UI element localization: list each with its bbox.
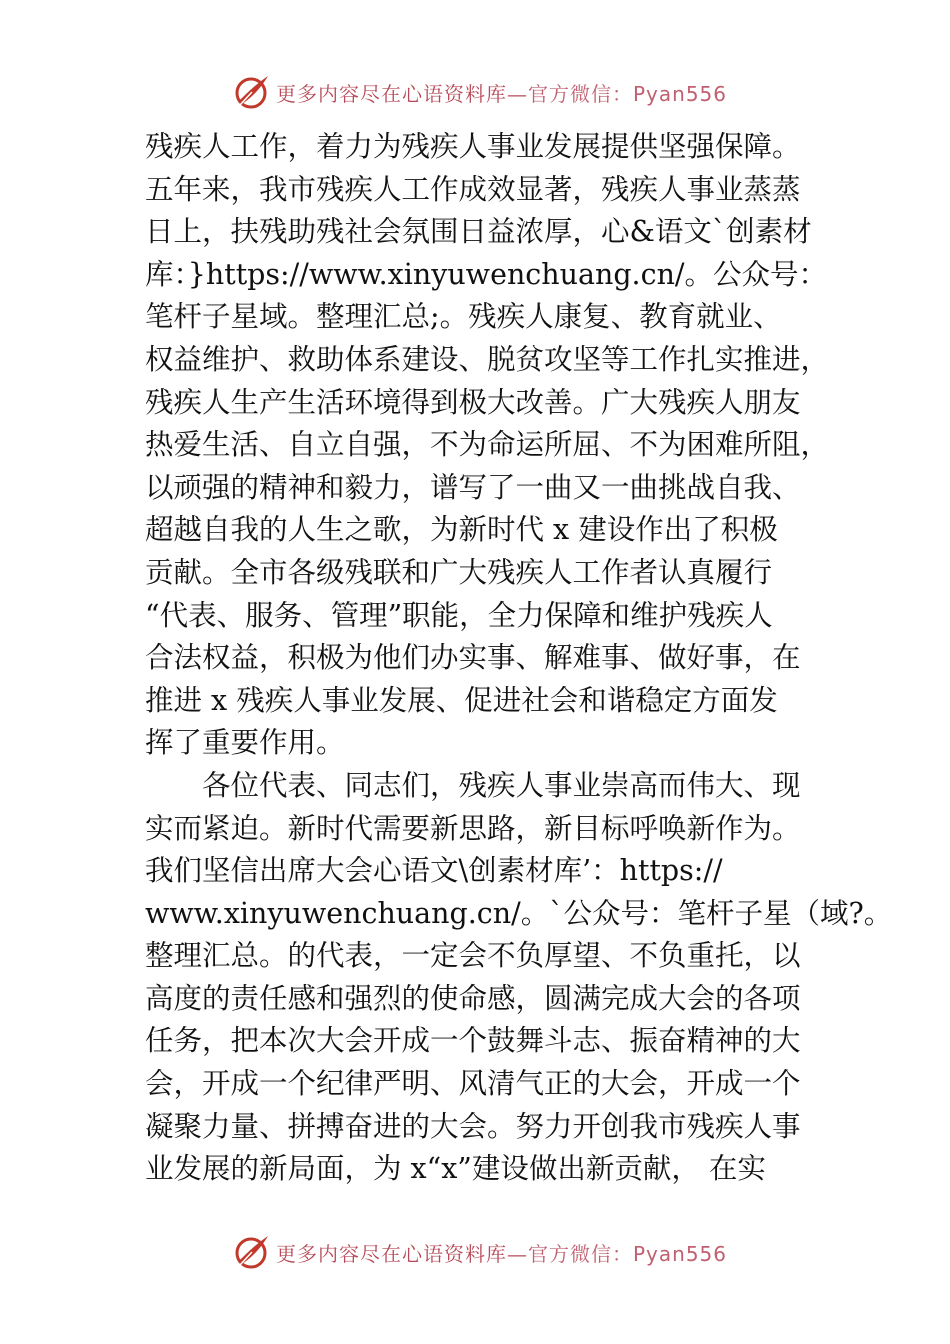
wechat-id: 官方微信：Pyan556 xyxy=(528,81,728,106)
footer-banner xyxy=(232,1232,752,1272)
text-line: 残疾人工作，着力为残疾人事业发展提供坚强保障。 xyxy=(145,130,801,163)
text-line: 实而紧迫。新时代需要新思路，新目标呼唤新作为。 xyxy=(145,811,801,845)
text-line: 残疾人生产生活环境得到极大改善。广大残疾人朋友 xyxy=(145,385,801,419)
text-line: 热爱生活、自立自强，不为命运所屈、不为困难所阻， xyxy=(145,428,830,462)
text-line: 贡献。全市各级残联和广大残疾人工作者认真履行 xyxy=(145,555,773,589)
text-line: 推进 x 残疾人事业发展、促进社会和谐稳定方面发 xyxy=(145,683,778,717)
banner-text: 更多内容尽在心语资料库—官方微信：Pyan556 xyxy=(276,1241,728,1266)
text-line: 各位代表、同志们，残疾人事业崇高而伟大、现 xyxy=(145,768,801,802)
text-line: 权益维护、救助体系建设、脱贫攻坚等工作扎实推进， xyxy=(145,342,830,376)
text-line: 会，开成一个纪律严明、风清气正的大会，开成一个 xyxy=(145,1067,801,1101)
text-line: 以顽强的精神和毅力，谱写了一曲又一曲挑战自我、 xyxy=(145,470,801,504)
text-line: 库：}https://www.xinyuwenchuang.cn/。公众号： xyxy=(145,257,828,291)
header-banner xyxy=(232,72,752,112)
banner-text: 更多内容尽在心语资料库—官方微信：Pyan556 xyxy=(276,81,728,106)
text-line: 任务，把本次大会开成一个鼓舞斗志、振奋精神的大 xyxy=(145,1024,801,1058)
text-line: 我们坚信出席大会心语文\创素材库’：https:// xyxy=(145,854,723,888)
text-line: 挥了重要作用。 xyxy=(145,726,345,760)
wechat-id: 官方微信：Pyan556 xyxy=(528,1241,728,1266)
text-line: 业发展的新局面，为 x“x”建设做出新贡献， 在实 xyxy=(145,1152,766,1186)
quill-logo-icon xyxy=(232,72,272,112)
text-line: 整理汇总。的代表，一定会不负厚望、不负重托，以 xyxy=(145,939,801,973)
text-line: 合法权益，积极为他们办实事、解难事、做好事，在 xyxy=(145,641,801,675)
text-line: 五年来，我市残疾人工作成效显著，残疾人事业蒸蒸 xyxy=(145,172,801,206)
document-body xyxy=(145,126,893,1191)
text-line: 高度的责任感和强烈的使命感，圆满完成大会的各项 xyxy=(145,981,801,1015)
text-line: “代表、服务、管理”职能，全力保障和维护残疾人 xyxy=(145,598,773,632)
quill-logo-icon xyxy=(232,1232,272,1272)
text-line: 超越自我的人生之歌，为新时代 x 建设作出了积极 xyxy=(145,513,778,547)
text-line: 笔杆子星域。整理汇总;。残疾人康复、教育就业、 xyxy=(145,300,782,334)
text-line: www.xinyuwenchuang.cn/。`公众号：笔杆子星（域?。 xyxy=(145,896,893,930)
text-line: 日上，扶残助残社会氛围日益浓厚，心&语文`创素材 xyxy=(145,215,812,249)
text-line: 凝聚力量、拼搏奋进的大会。努力开创我市残疾人事 xyxy=(145,1109,801,1143)
